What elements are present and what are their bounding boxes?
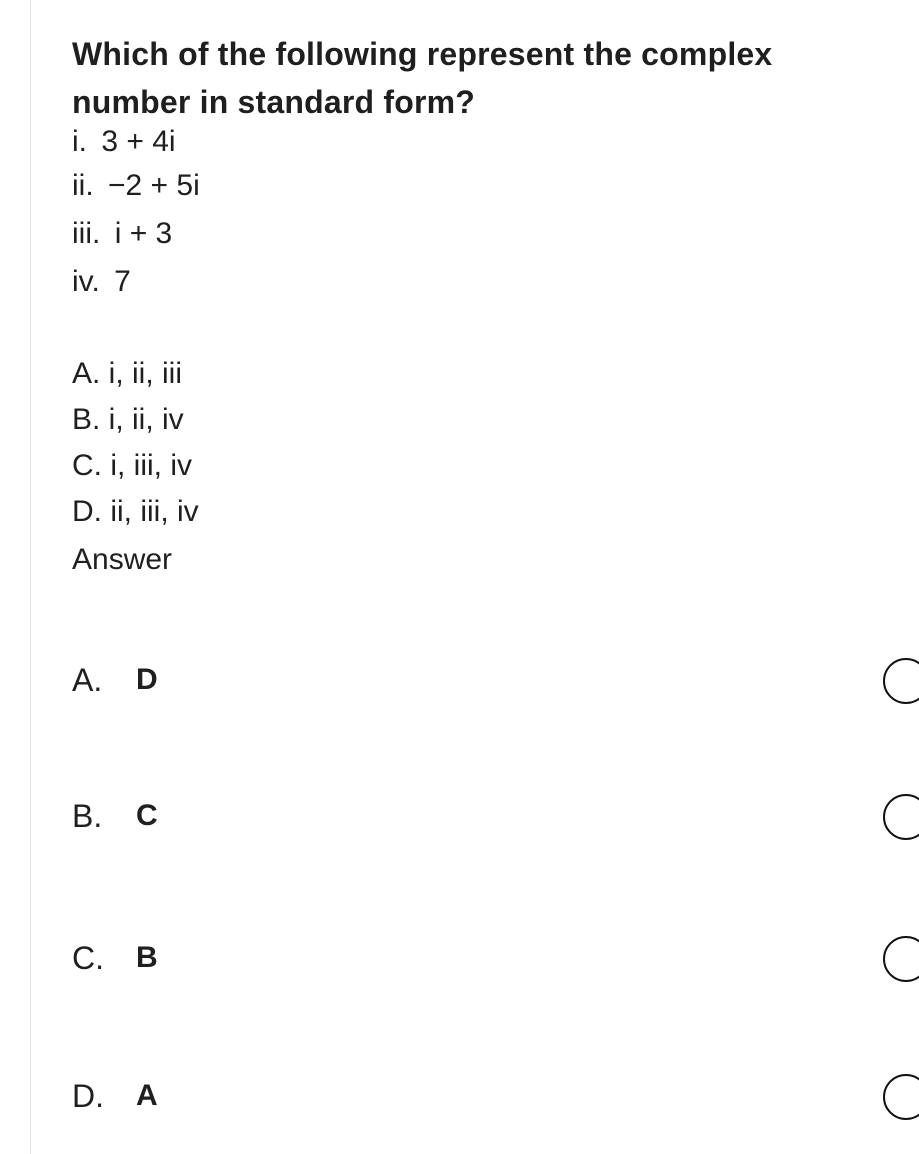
statement-i [72,124,176,160]
option-letter: B. [72,798,103,834]
statement-expression: i + 3 [114,217,173,250]
radio-button[interactable] [883,794,919,840]
statement-expression: 7 [114,265,131,298]
option-value: A [136,1079,158,1112]
statement-number: ii. [72,169,94,202]
statement-expression: −2 + 5i [108,169,200,202]
answer-option-a[interactable] [0,640,919,720]
choice-b-text: B. i, ii, iv [72,403,184,436]
choice-d-text: D. ii, iii, iv [72,495,199,528]
option-letter: A. [72,662,103,698]
statement-iv [72,264,131,300]
radio-button[interactable] [883,658,919,704]
answer-heading: Answer [72,543,173,576]
radio-button[interactable] [883,1074,919,1120]
option-letter: D. [72,1078,104,1114]
option-value: C [136,799,158,832]
choice-a-text: A. i, ii, iii [72,357,183,390]
statement-number: iii. [72,217,101,250]
radio-button[interactable] [883,936,919,982]
answer-option-d[interactable] [0,1056,919,1136]
statement-number: i. [72,125,87,158]
statement-iii [72,216,172,252]
statement-ii [72,168,200,204]
answer-option-c[interactable] [0,918,919,998]
option-value: B [136,941,158,974]
choice-c-text: C. i, iii, iv [72,449,192,482]
option-letter: C. [72,940,104,976]
option-value: D [136,663,158,696]
statement-expression: 3 + 4i [101,125,176,158]
answer-option-b[interactable] [0,776,919,856]
statement-number: iv. [72,265,100,298]
question-text: Which of the following represent the complex number in standard form? [72,36,773,120]
